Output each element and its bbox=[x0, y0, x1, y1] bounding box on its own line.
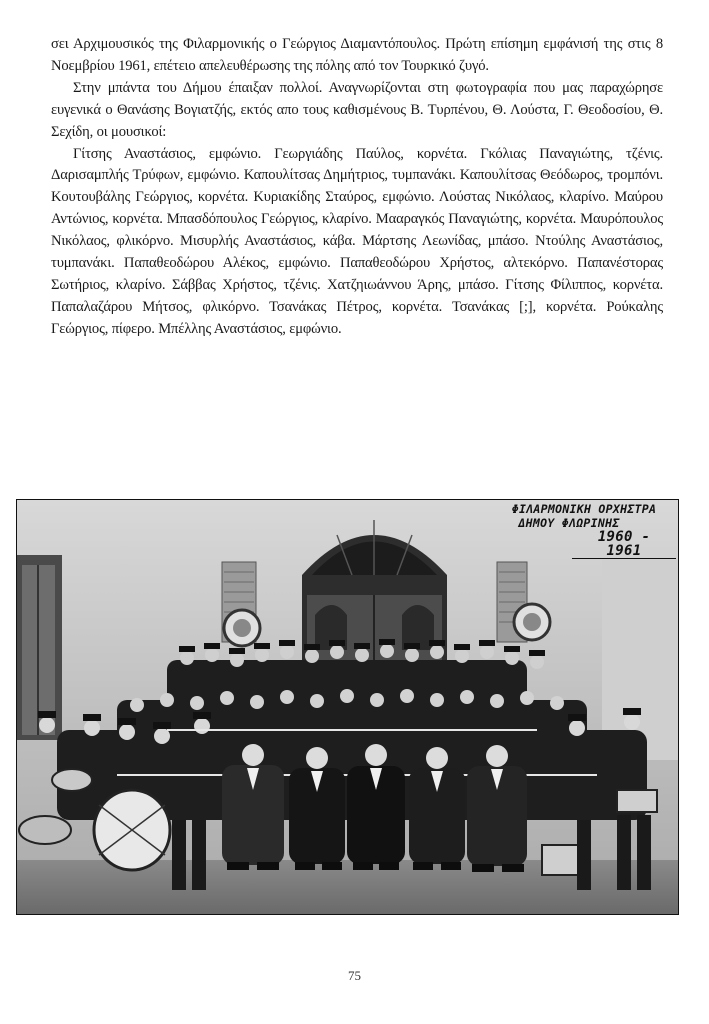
photo-illustration bbox=[17, 500, 678, 914]
page-number: 75 bbox=[348, 968, 361, 983]
photo-handwritten-caption bbox=[492, 502, 676, 559]
body-text bbox=[51, 34, 663, 341]
caption-municipality: ΔΗΜΟΥ ΦΛΩΡΙΝΗΣ bbox=[518, 516, 620, 530]
paragraph-band: Στην μπάντα του Δήμου έπαιξαν πολλοί. Αναγνωρίζονται στη φωτογραφία που μας παραχώρησε ευγενικά ο Θανάσης Βογιατζής, εκτός απο τους καθισμένους Β. Τυρπένου, Θ. Λούστα, Γ. Θεοδοσίου, Θ. Σεχίδη, οι μουσικοί: bbox=[51, 79, 663, 140]
caption-orchestra: ΦΙΛΑΡΜΟΝΙΚΗ ΟΡΧΗΣΤΡΑ bbox=[511, 502, 657, 516]
paragraph-musicians: Γίτσης Αναστάσιος, εμφώνιο. Γεωργιάδης Παύλος, κορνέτα. Γκόλιας Παναγιώτης, τζένις. Δαρισαμπλής Τρύφων, εμφώνιο. Καπουλίτσας Δημήτριος, τυμπανάκι. Καπουλίτσας Θεόδωρος, τρομπόνι. Κουτουβάλης Γεώργιος, κορνέτα. Κυριακίδης Σταύρος, εμφώνιο. Λούστας Νικόλαος, κλαρίνο. Μαύρου Αντώνιος, κορνέτα. Μπασδόπουλος Γεώργιος, κλαρίνο. Μααραγκός Παναγιώτης, κορνέτα. Μαυρόπουλος Νικόλαος, φλικόρνο. Μισυρλής Αναστάσιος, κάβα. Μάρτσης Λεωνίδας, μπάσο. Ντούλης Αναστάσιος, τυμπανάκι. Παπαθεοδώρου Αλέκος, εμφώνιο. Παπαθεοδώρου Χρήστος, αλτεκόρνο. Παπανέστορας Σωτήριος, κλαρίνο. Σάββας Χρήστος, τζένις. Χατζηιωάννου Άρης, μπάσο. Γίτσης Φίλιππος, κορνέτα. Παπαλαζάρου Μήτσος, φλικόρνο. Τσανάκας Πέτρος, κορνέτα. Τσανάκας [;], κορνέτα. Ρούκαλης Γεώργιος, πίφερο. Μπέλλης Αναστάσιος, εμφώνιο. bbox=[51, 145, 663, 337]
band-photograph bbox=[16, 499, 679, 915]
caption-years: 1960 - 1961 bbox=[572, 530, 676, 559]
paragraph-intro: σει Αρχιμουσικός της Φιλαρμονικής ο Γεώργιος Διαμαντόπουλος. Πρώτη επίσημη εμφάνισή της στις 8 Νοεμβρίου 1961, επέτειο απελευθέρωσης της πόλης από τον Τουρκικό ζυγό. bbox=[51, 36, 663, 74]
